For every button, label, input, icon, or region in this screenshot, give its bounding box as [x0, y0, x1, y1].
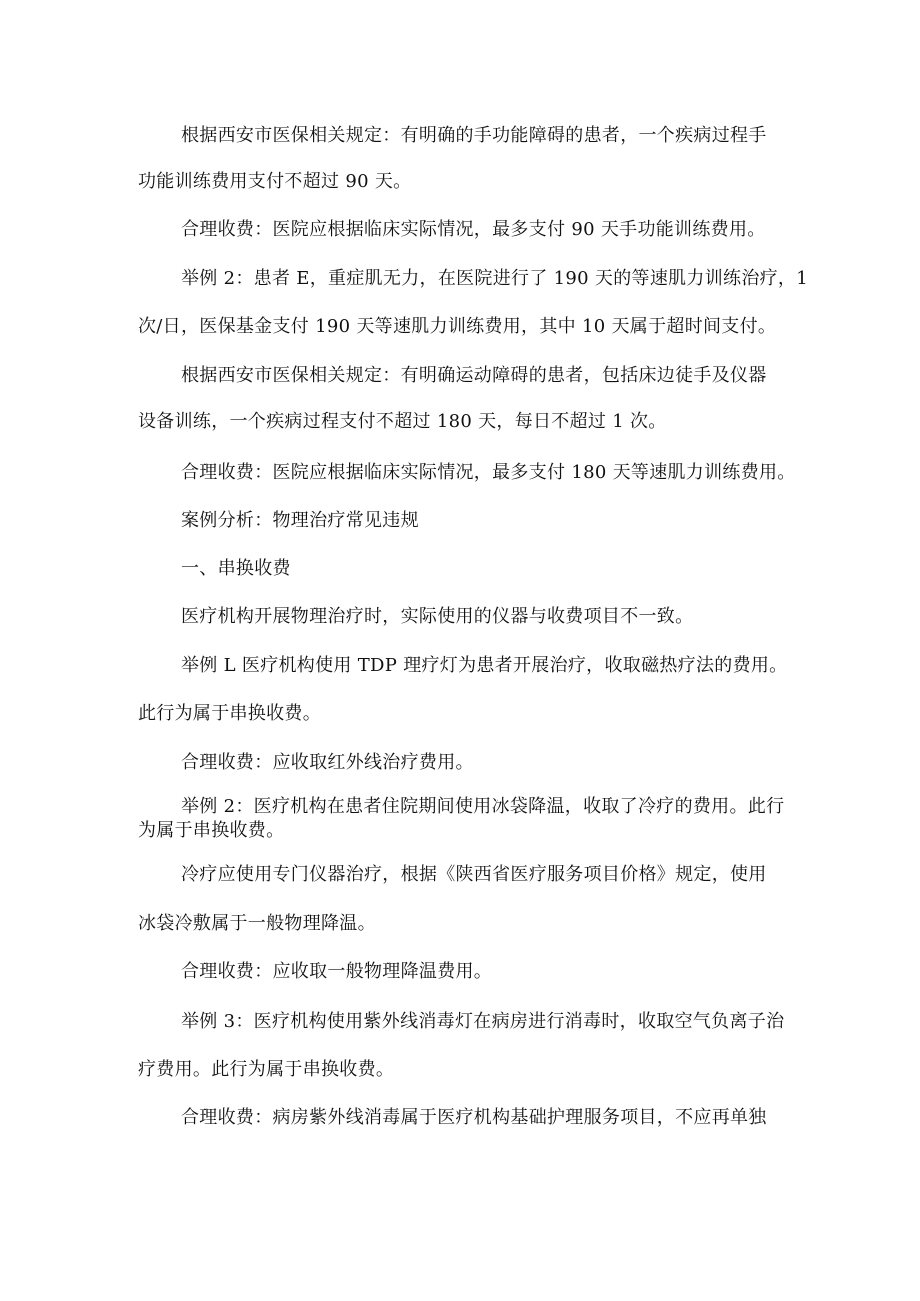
text-line: 设备训练，一个疾病过程支付不超过 180 天，每日不超过 1 次。 — [138, 411, 667, 432]
text-line: 根据西安市医保相关规定：有明确运动障碍的患者，包括床边徒手及仪器 — [181, 365, 767, 386]
text-line: 根据西安市医保相关规定：有明确的手功能障碍的患者，一个疾病过程手 — [181, 125, 767, 146]
text-line: 合理收费：应收取一般物理降温费用。 — [181, 961, 493, 982]
text-line: 合理收费：医院应根据临床实际情况，最多支付 180 天等速肌力训练费用。 — [181, 462, 796, 483]
text-line: 举例 2：患者 E，重症肌无力，在医院进行了 190 天的等速肌力训练治疗，1 — [181, 268, 808, 289]
text-line: 举例 2：医疗机构在患者住院期间使用冰袋降温，收取了冷疗的费用。此行 — [181, 796, 785, 817]
text-line: 此行为属于串换收费。 — [138, 703, 321, 724]
text-line: 医疗机构开展物理治疗时，实际使用的仪器与收费项目不一致。 — [181, 606, 694, 627]
text-line: 冷疗应使用专门仪器治疗，根据《陕西省医疗服务项目价格》规定，使用 — [181, 864, 767, 885]
text-line: 合理收费：应收取红外线治疗费用。 — [181, 752, 474, 773]
text-line: 功能训练费用支付不超过 90 天。 — [138, 171, 412, 192]
text-line: 冰袋冷敷属于一般物理降温。 — [138, 913, 376, 934]
text-line: 次/日，医保基金支付 190 天等速肌力训练费用，其中 10 天属于超时间支付。 — [138, 316, 777, 337]
text-line: 举例 L 医疗机构使用 TDP 理疗灯为患者开展治疗，收取磁热疗法的费用。 — [181, 655, 788, 676]
text-line: 举例 3：医疗机构使用紫外线消毒灯在病房进行消毒时，收取空气负离子治 — [181, 1011, 785, 1032]
section-heading: 一、串换收费 — [181, 558, 291, 579]
text-line: 为属于串换收费。 — [138, 820, 285, 841]
text-line: 疗费用。此行为属于串换收费。 — [138, 1059, 395, 1080]
text-line: 合理收费：医院应根据临床实际情况，最多支付 90 天手功能训练费用。 — [181, 219, 766, 240]
section-heading: 案例分析：物理治疗常见违规 — [181, 510, 419, 531]
text-line: 合理收费：病房紫外线消毒属于医疗机构基础护理服务项目，不应再单独 — [181, 1107, 767, 1128]
